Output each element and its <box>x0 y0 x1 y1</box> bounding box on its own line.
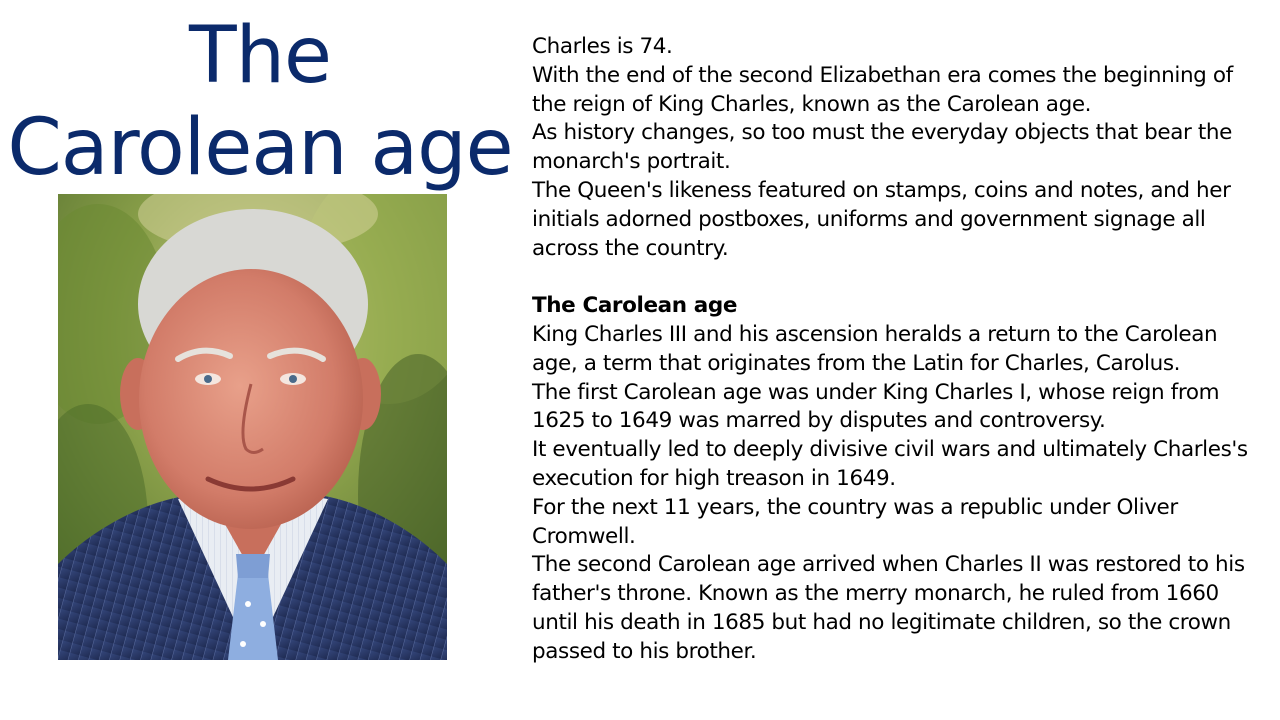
title-line-2: Carolean age <box>7 103 513 193</box>
section-paragraph: The second Carolean age arrived when Charles II was restored to his father's throne. Known as the merry monarch, he ruled from 1660 until his death in 1685 but had no legitimate children, so the crown passed to his brother. <box>532 552 1245 664</box>
portrait-image <box>58 194 447 660</box>
paragraph-spacer <box>532 263 1252 292</box>
intro-paragraph: As history changes, so too must the everyday objects that bear the monarch's portrait. <box>532 120 1232 175</box>
section-paragraph: King Charles III and his ascension heralds a return to the Carolean age, a term that originates from the Latin for Charles, Carolus. <box>532 321 1218 376</box>
section-heading: The Carolean age <box>532 293 738 319</box>
intro-paragraph: Charles is 74. <box>532 34 673 59</box>
title-line-1: The <box>188 11 332 101</box>
article-text <box>532 33 1252 667</box>
page-title <box>0 10 520 194</box>
portrait-photo-icon <box>58 194 447 660</box>
section-paragraph: For the next 11 years, the country was a republic under Oliver Cromwell. <box>532 494 1178 549</box>
intro-paragraph: The Queen's likeness featured on stamps, coins and notes, and her initials adorned postboxes, uniforms and government signage all across the country. <box>532 177 1231 261</box>
intro-paragraph: With the end of the second Elizabethan era comes the beginning of the reign of King Charles, known as the Carolean age. <box>532 62 1233 117</box>
section-paragraph: It eventually led to deeply divisive civil wars and ultimately Charles's execution for high treason in 1649. <box>532 437 1248 491</box>
section-paragraph: The first Carolean age was under King Charles I, whose reign from 1625 to 1649 was marred by disputes and controversy. <box>532 379 1220 434</box>
